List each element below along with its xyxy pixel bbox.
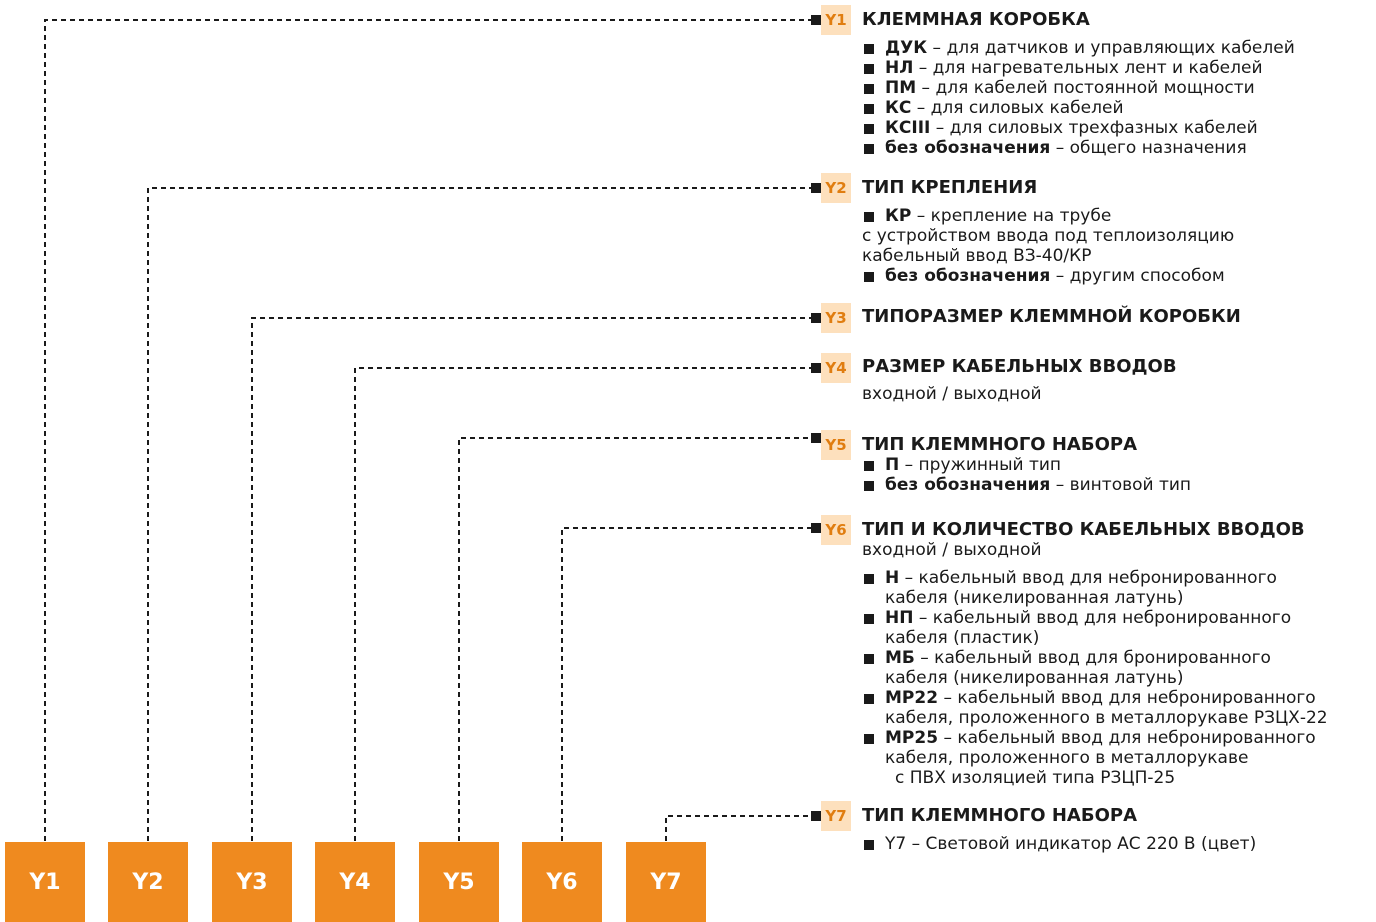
item-continuation: кабеля, проложенного в металлорукаве: [885, 748, 1249, 768]
section-y1: [862, 10, 1367, 158]
connector-line-y1: [45, 20, 811, 850]
list-item: [862, 455, 1367, 475]
list-item: [862, 608, 1367, 648]
item-text: Y7 – Световой индикатор АС 220 В (цвет): [885, 834, 1257, 854]
tag-y5: Y5: [821, 430, 851, 460]
connector-line-y4: [355, 368, 811, 850]
item-code: П: [885, 455, 900, 475]
connector-line-y3: [252, 318, 811, 850]
section-title: ТИП КЛЕММНОГО НАБОРА: [862, 805, 1138, 826]
bullet-icon: [864, 64, 874, 74]
item-code: НП: [885, 608, 914, 628]
connector-end-marker: [811, 363, 821, 373]
item-code: МР25: [885, 728, 939, 748]
item-continuation: кабеля (пластик): [885, 628, 1040, 648]
list-item: [862, 688, 1367, 728]
section-title: КЛЕММНАЯ КОРОБКА: [862, 9, 1090, 30]
list-item: [862, 138, 1367, 158]
item-code: КСIII: [885, 118, 931, 138]
item-text: – кабельный ввод для небронированного: [913, 608, 1292, 628]
tag-y7: Y7: [821, 801, 851, 831]
connector-end-marker: [811, 15, 821, 25]
item-code: МБ: [885, 648, 915, 668]
item-continuation: с устройством ввода под теплоизоляцию: [862, 226, 1235, 246]
section-subtitle: входной / выходной: [862, 384, 1042, 404]
item-code: ДУК: [885, 38, 928, 58]
section-y5: [862, 435, 1367, 495]
item-continuation: кабеля (никелированная латунь): [885, 668, 1184, 688]
tag-y2: Y2: [821, 173, 851, 203]
item-code: КР: [885, 206, 912, 226]
item-code: без обозначения: [885, 475, 1051, 495]
item-text: – для силовых кабелей: [911, 98, 1124, 118]
item-code: НЛ: [885, 58, 914, 78]
connector-line-y5: [459, 438, 811, 850]
item-text: – для датчиков и управляющих кабелей: [927, 38, 1295, 58]
list-item: [862, 475, 1367, 495]
connector-end-marker: [811, 183, 821, 193]
section-title: ТИП КРЕПЛЕНИЯ: [862, 177, 1038, 198]
code-box-y1: Y1: [5, 842, 85, 922]
item-code: МР22: [885, 688, 939, 708]
section-y2: [862, 178, 1367, 286]
code-box-y3: Y3: [212, 842, 292, 922]
bullet-icon: [864, 272, 874, 282]
item-text: – для кабелей постоянной мощности: [916, 78, 1255, 98]
item-code: Н: [885, 568, 900, 588]
item-text: – крепление на трубе: [911, 206, 1112, 226]
connector-line-y6: [562, 528, 811, 850]
item-text: – винтовой тип: [1050, 475, 1192, 495]
section-y6: [862, 520, 1367, 788]
list-item: [862, 568, 1367, 608]
section-y7: [862, 806, 1367, 854]
bullet-icon: [864, 84, 874, 94]
item-code: ПМ: [885, 78, 917, 98]
item-text: – кабельный ввод для небронированного: [938, 728, 1316, 748]
bullet-icon: [864, 734, 874, 744]
bullet-icon: [864, 840, 874, 850]
bullet-icon: [864, 654, 874, 664]
tag-y4: Y4: [821, 353, 851, 383]
bullet-icon: [864, 481, 874, 491]
item-text: – кабельный ввод для небронированного: [899, 568, 1277, 588]
connector-end-marker: [811, 433, 821, 443]
list-item: [862, 206, 1367, 226]
item-continuation: с ПВХ изоляцией типа РЗЦП-25: [895, 768, 1176, 788]
item-code: КС: [885, 98, 912, 118]
connector-line-y2: [148, 188, 811, 850]
tag-y3: Y3: [821, 303, 851, 333]
list-item: [862, 98, 1367, 118]
item-text: – кабельный ввод для небронированного: [938, 688, 1316, 708]
code-box-y7: Y7: [626, 842, 706, 922]
list-item: [862, 266, 1367, 286]
item-text: – для силовых трехфазных кабелей: [930, 118, 1258, 138]
bullet-icon: [864, 574, 874, 584]
list-item: [862, 118, 1367, 138]
list-item: [862, 648, 1367, 688]
item-code: без обозначения: [885, 138, 1051, 158]
section-title: ТИП И КОЛИЧЕСТВО КАБЕЛЬНЫХ ВВОДОВ: [862, 519, 1305, 540]
bullet-icon: [864, 212, 874, 222]
list-item: [862, 58, 1367, 78]
list-item: [862, 78, 1367, 98]
section-y3: [862, 307, 1367, 327]
bullet-icon: [864, 461, 874, 471]
section-title: РАЗМЕР КАБЕЛЬНЫХ ВВОДОВ: [862, 356, 1177, 377]
bullet-icon: [864, 694, 874, 704]
connector-end-marker: [811, 811, 821, 821]
bullet-icon: [864, 44, 874, 54]
bullet-icon: [864, 124, 874, 134]
connector-end-marker: [811, 523, 821, 533]
list-item: [862, 38, 1367, 58]
code-box-y2: Y2: [108, 842, 188, 922]
code-box-y6: Y6: [522, 842, 602, 922]
bullet-icon: [864, 614, 874, 624]
item-continuation: кабеля (никелированная латунь): [885, 588, 1184, 608]
item-text: – общего назначения: [1050, 138, 1247, 158]
tag-y1: Y1: [821, 5, 851, 35]
list-item: [862, 728, 1367, 788]
item-text: – другим способом: [1050, 266, 1225, 286]
section-y4: [862, 357, 1367, 404]
tag-y6: Y6: [821, 515, 851, 545]
bullet-icon: [864, 104, 874, 114]
section-title: ТИП КЛЕММНОГО НАБОРА: [862, 434, 1138, 455]
item-code: без обозначения: [885, 266, 1051, 286]
code-box-y5: Y5: [419, 842, 499, 922]
item-continuation: кабельный ввод ВЗ-40/КР: [862, 246, 1092, 266]
item-text: – кабельный ввод для бронированного: [914, 648, 1271, 668]
item-text: – пружинный тип: [899, 455, 1062, 475]
item-continuation: кабеля, проложенного в металлорукаве РЗЦХ-22: [885, 708, 1328, 728]
code-box-y4: Y4: [315, 842, 395, 922]
section-title: ТИПОРАЗМЕР КЛЕММНОЙ КОРОБКИ: [862, 306, 1241, 327]
list-item: [862, 834, 1367, 854]
section-subtitle: входной / выходной: [862, 540, 1042, 560]
bullet-icon: [864, 144, 874, 154]
item-text: – для нагревательных лент и кабелей: [913, 58, 1263, 78]
connector-end-marker: [811, 313, 821, 323]
